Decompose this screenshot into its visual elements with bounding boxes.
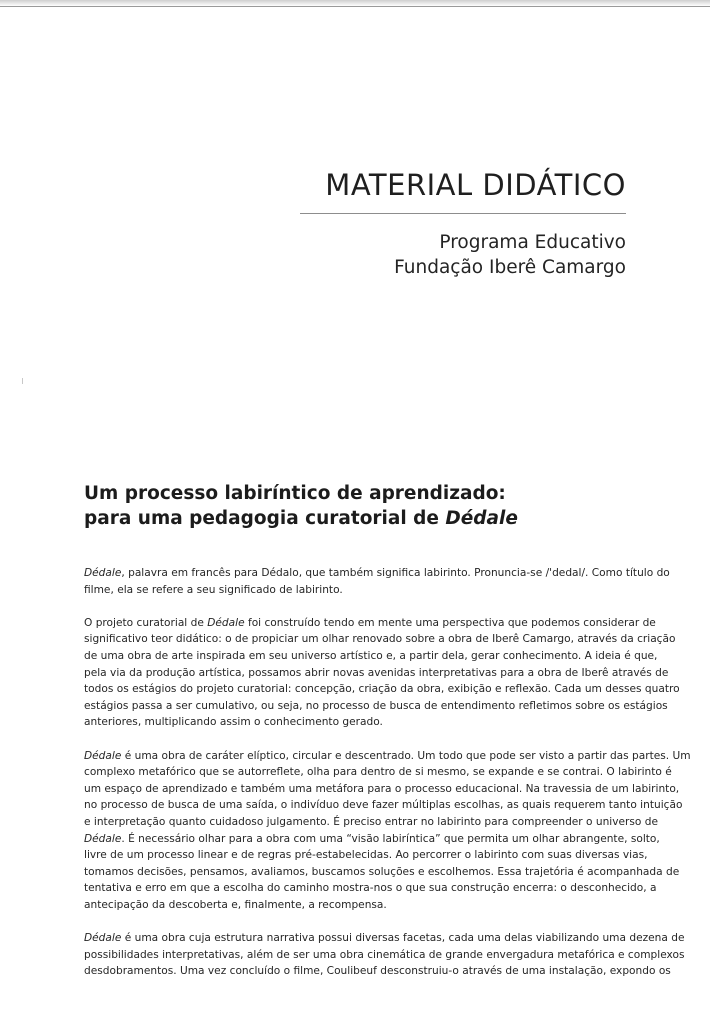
p4-line-1-text: é uma obra cuja estrutura narrativa possui diversas facetas, cada uma delas viabilizando uma dezena de (121, 932, 685, 945)
p3-line-6 (84, 831, 660, 848)
p2-line-6: estágios passa a ser cumulativo, ou seja, no processo de busca de entendimento refletimos sobre os estágios (84, 699, 668, 712)
heading-line-2-italic: Dédale (445, 508, 518, 529)
subtitle-line-foundation: Fundação Iberê Camargo (394, 257, 626, 278)
p3-line-2: complexo metafórico que se autorreflete, olha para dentro de si mesmo, se expande e se contrai. O labirinto é (84, 766, 672, 779)
p3-line-3: um espaço de aprendizado e também uma metáfora para o processo educacional. Na travessia de um labirinto, (84, 782, 680, 795)
paragraph-1 (84, 565, 670, 598)
p2-line-1 (84, 615, 656, 632)
p3-line-4: no processo de busca de uma saída, o indivíduo deve fazer múltiplas escolhas, as quais requerem tanto intuição (84, 799, 683, 812)
paragraph-4 (84, 930, 685, 980)
p3-line-7: livre de um processo linear e de regras pré-estabelecidas. Ao percorrer o labirinto com suas diversas vias, (84, 849, 648, 862)
subtitle-line-program: Programa Educativo (439, 232, 626, 253)
p3-line-5: e interpretação quanto cuidadoso julgamento. É preciso entrar no labirinto para compreender o universo de (84, 815, 659, 828)
p4-line-3: desdobramentos. Uma vez concluído o filme, Coulibeuf desconstruiu-o através de uma instalação, expondo os (84, 965, 671, 978)
paragraph-3 (84, 748, 691, 914)
p2-italic: Dédale (207, 616, 245, 629)
heading-line-2 (84, 506, 644, 531)
heading-line-1: Um processo labiríntico de aprendizado: (84, 483, 506, 504)
p2-line-5: todos os estágios do projeto curatorial: concepção, criação da obra, exibição e reflexão. Cada um desses quatro (84, 683, 680, 696)
p3-line-8: tomamos decisões, pensamos, avaliamos, buscamos soluções e escolhemos. Essa trajetória é acompanhada de (84, 865, 680, 878)
p3-line-6-text: . É necessário olhar para a obra com uma “visão labiríntica” que permita um olhar abrangente, solto, (121, 832, 660, 845)
p3-line-9: tentativa e erro em que a escolha do caminho mostra-nos o que sua construção encerra: o desconhecido, a (84, 882, 657, 895)
title-divider (300, 213, 626, 214)
p3-line-10: antecipação da descoberta e, finalmente, a recompensa. (84, 898, 387, 911)
document-title: MATERIAL DIDÁTICO (325, 168, 626, 202)
p2-line-7: anteriores, multiplicando assim o conhecimento gerado. (84, 716, 383, 729)
article-body (84, 565, 691, 996)
p2-line-1-text: O projeto curatorial de (84, 616, 208, 629)
p3-italic-2: Dédale (84, 832, 122, 845)
subtitle-block (394, 230, 626, 280)
p4-italic: Dédale (84, 932, 122, 945)
p3-line-1 (84, 748, 691, 765)
paragraph-2 (84, 615, 680, 731)
p2-line-2: significativo teor didático: o de propiciar um olhar renovado sobre a obra de Iberê Camargo, através da criação (84, 633, 676, 646)
p4-line-2: possibilidades interpretativas, além de ser uma obra cinemática de grande envergadura metafórica e complexos (84, 948, 685, 961)
p1-line-1 (84, 565, 670, 582)
p1-line-1-text: , palavra em francês para Dédalo, que também significa labirinto. Pronuncia-se /'dedal/. Como título do (121, 567, 670, 579)
p2-line-1-rest: foi construído tendo em mente uma perspectiva que podemos considerar de (244, 616, 656, 629)
p1-italic: Dédale (84, 567, 122, 579)
p2-line-4: pela via da produção artística, possamos abrir novas avenidas interpretativas para a obra de Iberê através de (84, 666, 669, 679)
p3-line-1-text: é uma obra de caráter elíptico, circular e descentrado. Um todo que pode ser visto a partir das partes. Um (121, 749, 691, 762)
section-heading (84, 481, 644, 531)
p1-line-2: filme, ela se refere a seu significado de labirinto. (84, 583, 343, 596)
heading-line-2-text: para uma pedagogia curatorial de (84, 508, 446, 529)
scan-edge (0, 0, 710, 7)
margin-mark (22, 378, 23, 384)
p4-line-1 (84, 930, 685, 947)
p3-italic: Dédale (84, 749, 122, 762)
p2-line-3: de uma obra de arte inspirada em seu universo artístico e, a partir dela, gerar conhecimento. A ideia é que, (84, 649, 658, 662)
